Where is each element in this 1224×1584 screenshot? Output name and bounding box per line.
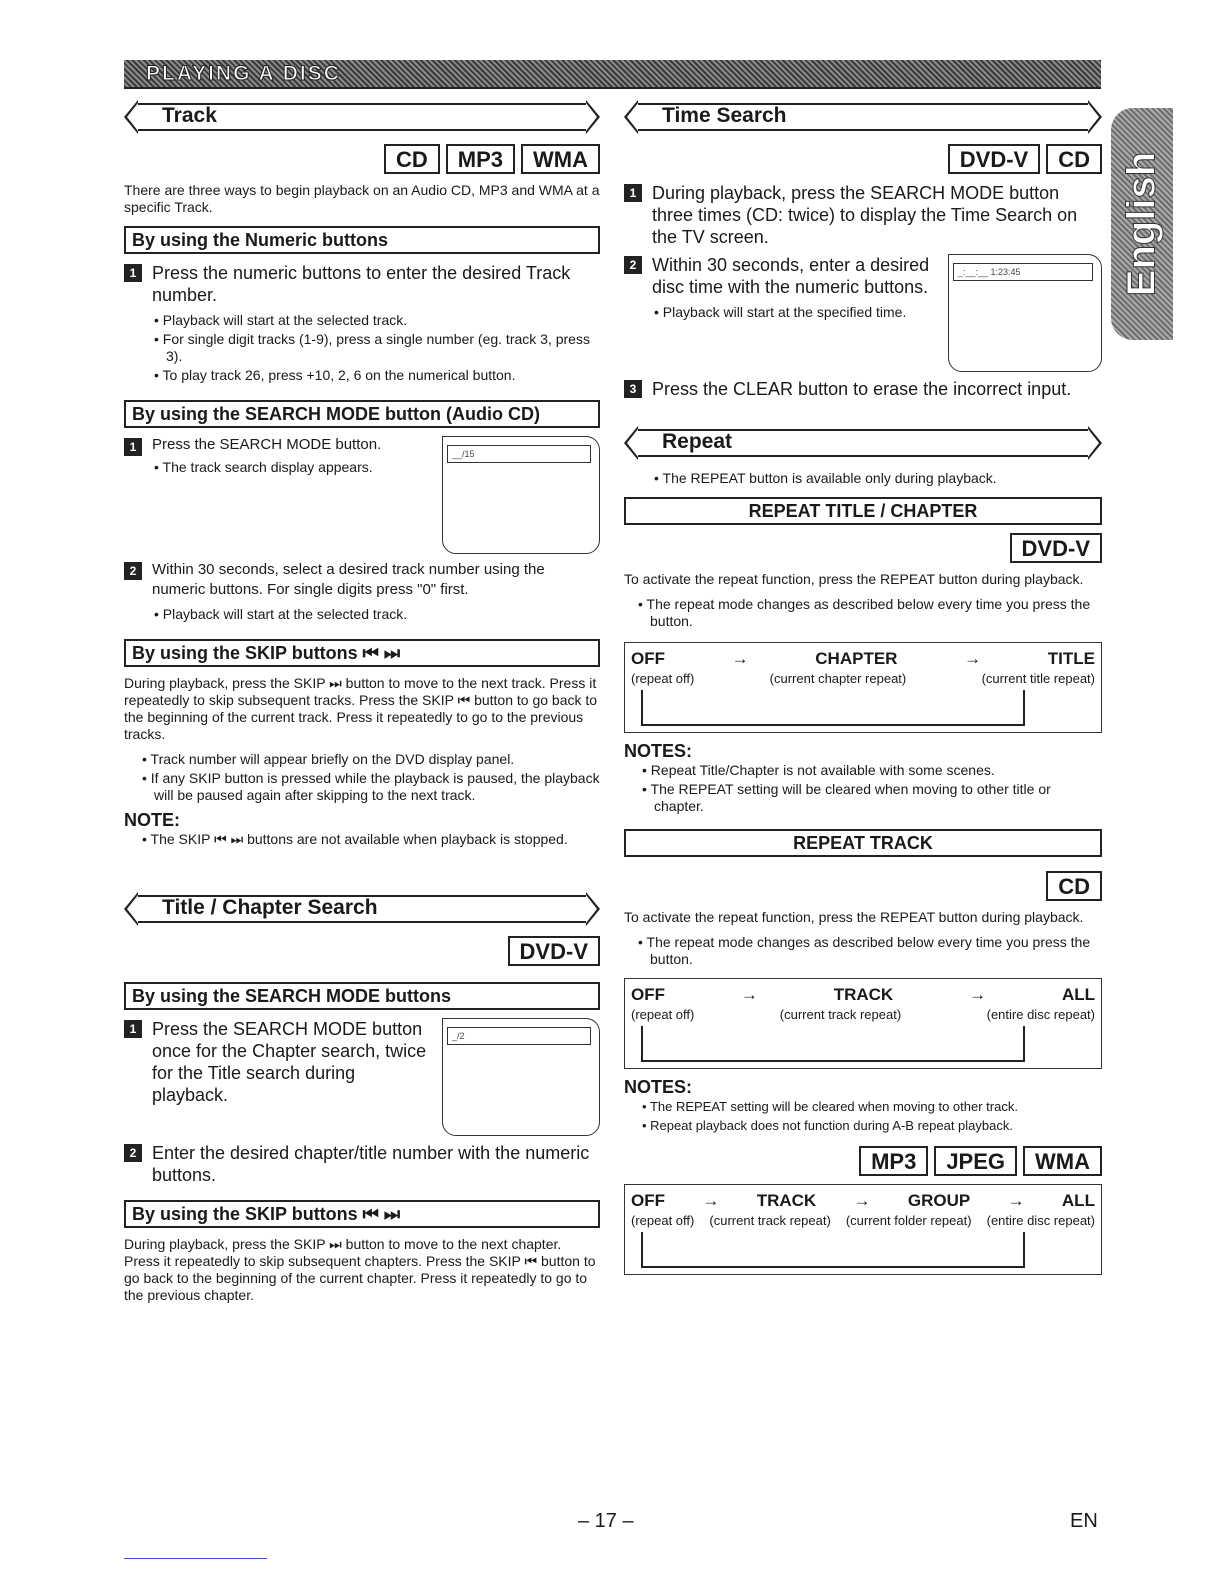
flow-all: ALL xyxy=(1061,1191,1095,1210)
numeric-bullet: • To play track 26, press +10, 2, 6 on the numerical button. xyxy=(124,367,600,384)
time-step-3: 3 Press the CLEAR button to erase the incorrect input. xyxy=(624,378,1102,400)
track-search-bar: __/15 xyxy=(447,445,591,463)
flow-off: OFF xyxy=(631,1191,665,1210)
flow-sub: (repeat off) xyxy=(631,671,695,686)
flow-title: TITLE xyxy=(1047,649,1095,668)
skip-note-title: NOTE: xyxy=(124,810,180,830)
rt-flow: OFF → TRACK → ALL (repeat off) (current track repeat) (entire disc repeat) xyxy=(624,978,1102,1069)
repeat-header xyxy=(624,426,1102,460)
flow-sub: (current track repeat) xyxy=(709,1213,831,1228)
tc-step-1: 1 Press the SEARCH MODE button once for the Chapter search, twice for the Title search during playback. xyxy=(124,1018,600,1106)
footer-rule xyxy=(124,1558,267,1559)
badge-cd: CD xyxy=(384,144,440,174)
repeat-title-chapter-heading: REPEAT TITLE / CHAPTER xyxy=(624,497,1102,525)
search-bullet: • Playback will start at the selected track. xyxy=(124,606,600,623)
flow-loop-arrow xyxy=(641,1232,1085,1268)
tc-skip-heading: By using the SKIP buttons ⏮ ⏭ xyxy=(124,1200,600,1228)
rt-bullet: • The repeat mode changes as described below every time you press the button. xyxy=(624,934,1102,968)
flow-sub: (current track repeat) xyxy=(779,1007,902,1022)
search-step-1: 1 Press the SEARCH MODE button. xyxy=(124,436,600,453)
time-search-header xyxy=(624,100,1102,134)
page-language: EN xyxy=(1070,1510,1098,1532)
left-column xyxy=(124,100,600,1312)
skip-bullet: • Track number will appear briefly on the DVD display panel. xyxy=(124,751,600,768)
rtc-paragraph: To activate the repeat function, press the REPEAT button during playback. xyxy=(624,571,1084,587)
skip-paragraph: During playback, press the SKIP ⏭ button to move to the next track. Press it repeatedly to skip subsequent tracks. Press the SKIP ⏮ button to go back to the beginning of the current track. Press it repeatedly to go to the previous tracks. xyxy=(124,675,598,742)
badge-jpeg: JPEG xyxy=(934,1146,1017,1176)
rtc-note: • Repeat Title/Chapter is not available with some scenes. xyxy=(624,762,1102,779)
flow-sub: (entire disc repeat) xyxy=(986,1007,1095,1022)
flow-sub: (repeat off) xyxy=(631,1007,695,1022)
time-search-bar: _:__:__ 1:23:45 xyxy=(953,263,1093,281)
repeat-bullet: • The REPEAT button is available only during playback. xyxy=(624,470,1102,487)
badge-dvd-v: DVD-V xyxy=(1010,533,1102,563)
flow-sub: (current title repeat) xyxy=(981,671,1095,686)
badge-cd: CD xyxy=(1046,871,1102,901)
language-tab-label: English xyxy=(1119,151,1164,297)
numeric-bullet: • For single digit tracks (1-9), press a single number (eg. track 3, press 3). xyxy=(124,331,600,365)
skip-heading: By using the SKIP buttons ⏮ ⏭ xyxy=(124,639,600,667)
track-title: Track xyxy=(162,104,217,127)
repeat-title: Repeat xyxy=(662,430,733,453)
flow-sub: (current folder repeat) xyxy=(845,1213,972,1228)
tc-skip-paragraph: During playback, press the SKIP ⏭ button to move to the next chapter. Press it repeatedly to skip subsequent chapters. Press the SKIP ⏮ button to go back to the beginning of the current chapter. Press it repeatedly to go to the previous chapter. xyxy=(124,1236,596,1303)
repeat-track-heading: REPEAT TRACK xyxy=(624,829,1102,857)
rtc-notes-title: NOTES: xyxy=(624,741,693,761)
numeric-step-1: 1 Press the numeric buttons to enter the desired Track number. xyxy=(124,262,600,306)
rtc-badges xyxy=(624,533,1102,563)
badge-mp3: MP3 xyxy=(446,144,515,174)
badge-wma: WMA xyxy=(1023,1146,1102,1176)
tc-search-heading: By using the SEARCH MODE buttons xyxy=(124,982,600,1010)
track-intro: There are three ways to begin playback on an Audio CD, MP3 and WMA at a specific Track. xyxy=(124,182,600,215)
track-badges xyxy=(124,144,600,174)
flow-chapter: CHAPTER xyxy=(815,649,898,668)
page-number: – 17 – xyxy=(578,1510,634,1532)
flow-loop-arrow xyxy=(641,1026,1085,1062)
badge-dvd-v: DVD-V xyxy=(508,936,600,966)
badge-cd: CD xyxy=(1046,144,1102,174)
flow-off: OFF xyxy=(631,649,665,668)
mp3-flow: OFF → TRACK → GROUP → ALL (repeat off) (current track repeat) (current folder repeat) (entire disc repeat) xyxy=(624,1184,1102,1275)
time-step-1: 1 During playback, press the SEARCH MODE button three times (CD: twice) to display the Time Search on the TV screen. xyxy=(624,182,1102,248)
badge-dvd-v: DVD-V xyxy=(948,144,1040,174)
banner-title: PLAYING A DISC xyxy=(146,62,341,85)
rtc-bullet: • The repeat mode changes as described below every time you press the button. xyxy=(624,596,1102,630)
time-bullet: • Playback will start at the specified time. xyxy=(624,304,1102,321)
time-search-title: Time Search xyxy=(662,104,787,127)
flow-track: TRACK xyxy=(833,985,894,1004)
title-chapter-title: Title / Chapter Search xyxy=(162,896,378,919)
flow-sub: (repeat off) xyxy=(631,1213,695,1228)
flow-all: ALL xyxy=(1061,985,1095,1004)
flow-sub: (current chapter repeat) xyxy=(769,671,907,686)
language-tab xyxy=(1111,108,1173,340)
flow-loop-arrow xyxy=(641,690,1085,726)
chapter-search-bar: _/2 xyxy=(447,1027,591,1045)
section-banner xyxy=(124,60,1101,89)
time-search-badges xyxy=(624,144,1102,174)
flow-track: TRACK xyxy=(756,1191,817,1210)
numeric-bullet: • Playback will start at the selected track. xyxy=(124,312,600,329)
title-chapter-header xyxy=(124,892,600,926)
rtc-flow: OFF → CHAPTER → TITLE (repeat off) (current chapter repeat) (current title repeat) xyxy=(624,642,1102,733)
flow-group: GROUP xyxy=(907,1191,971,1210)
tc-step-2: 2 Enter the desired chapter/title number with the numeric buttons. xyxy=(124,1142,600,1186)
search-bullet: • The track search display appears. xyxy=(124,459,600,476)
skip-bullet: • If any SKIP button is pressed while the playback is paused, the playback will be paused again after skipping to the next track. xyxy=(124,770,600,804)
numeric-heading: By using the Numeric buttons xyxy=(124,226,600,254)
rt-paragraph: To activate the repeat function, press the REPEAT button during playback. xyxy=(624,909,1084,925)
right-column xyxy=(624,100,1102,1283)
skip-note: • The SKIP ⏮ ⏭ buttons are not available when playback is stopped. xyxy=(124,831,600,848)
flow-off: OFF xyxy=(631,985,665,1004)
rt-note: • The REPEAT setting will be cleared when moving to other track. xyxy=(624,1098,1102,1115)
track-search-display xyxy=(442,436,600,554)
rt-notes-title: NOTES: xyxy=(624,1077,693,1097)
track-header xyxy=(124,100,600,134)
rtc-note: • The REPEAT setting will be cleared when moving to other title or chapter. xyxy=(624,781,1102,815)
title-chapter-badges xyxy=(124,936,600,966)
time-step-2: 2 Within 30 seconds, enter a desired disc time with the numeric buttons. xyxy=(624,254,1102,298)
mp3-badges xyxy=(624,1146,1102,1176)
search-step-2: 2 Within 30 seconds, select a desired track number using the numeric buttons. For single digits press "0" first. xyxy=(124,560,600,600)
rt-note: • Repeat playback does not function during A-B repeat playback. xyxy=(624,1117,1102,1134)
badge-mp3: MP3 xyxy=(859,1146,928,1176)
badge-wma: WMA xyxy=(521,144,600,174)
flow-sub: (entire disc repeat) xyxy=(986,1213,1095,1228)
rt-badges xyxy=(624,871,1102,901)
search-mode-heading: By using the SEARCH MODE button (Audio CD) xyxy=(124,400,600,428)
